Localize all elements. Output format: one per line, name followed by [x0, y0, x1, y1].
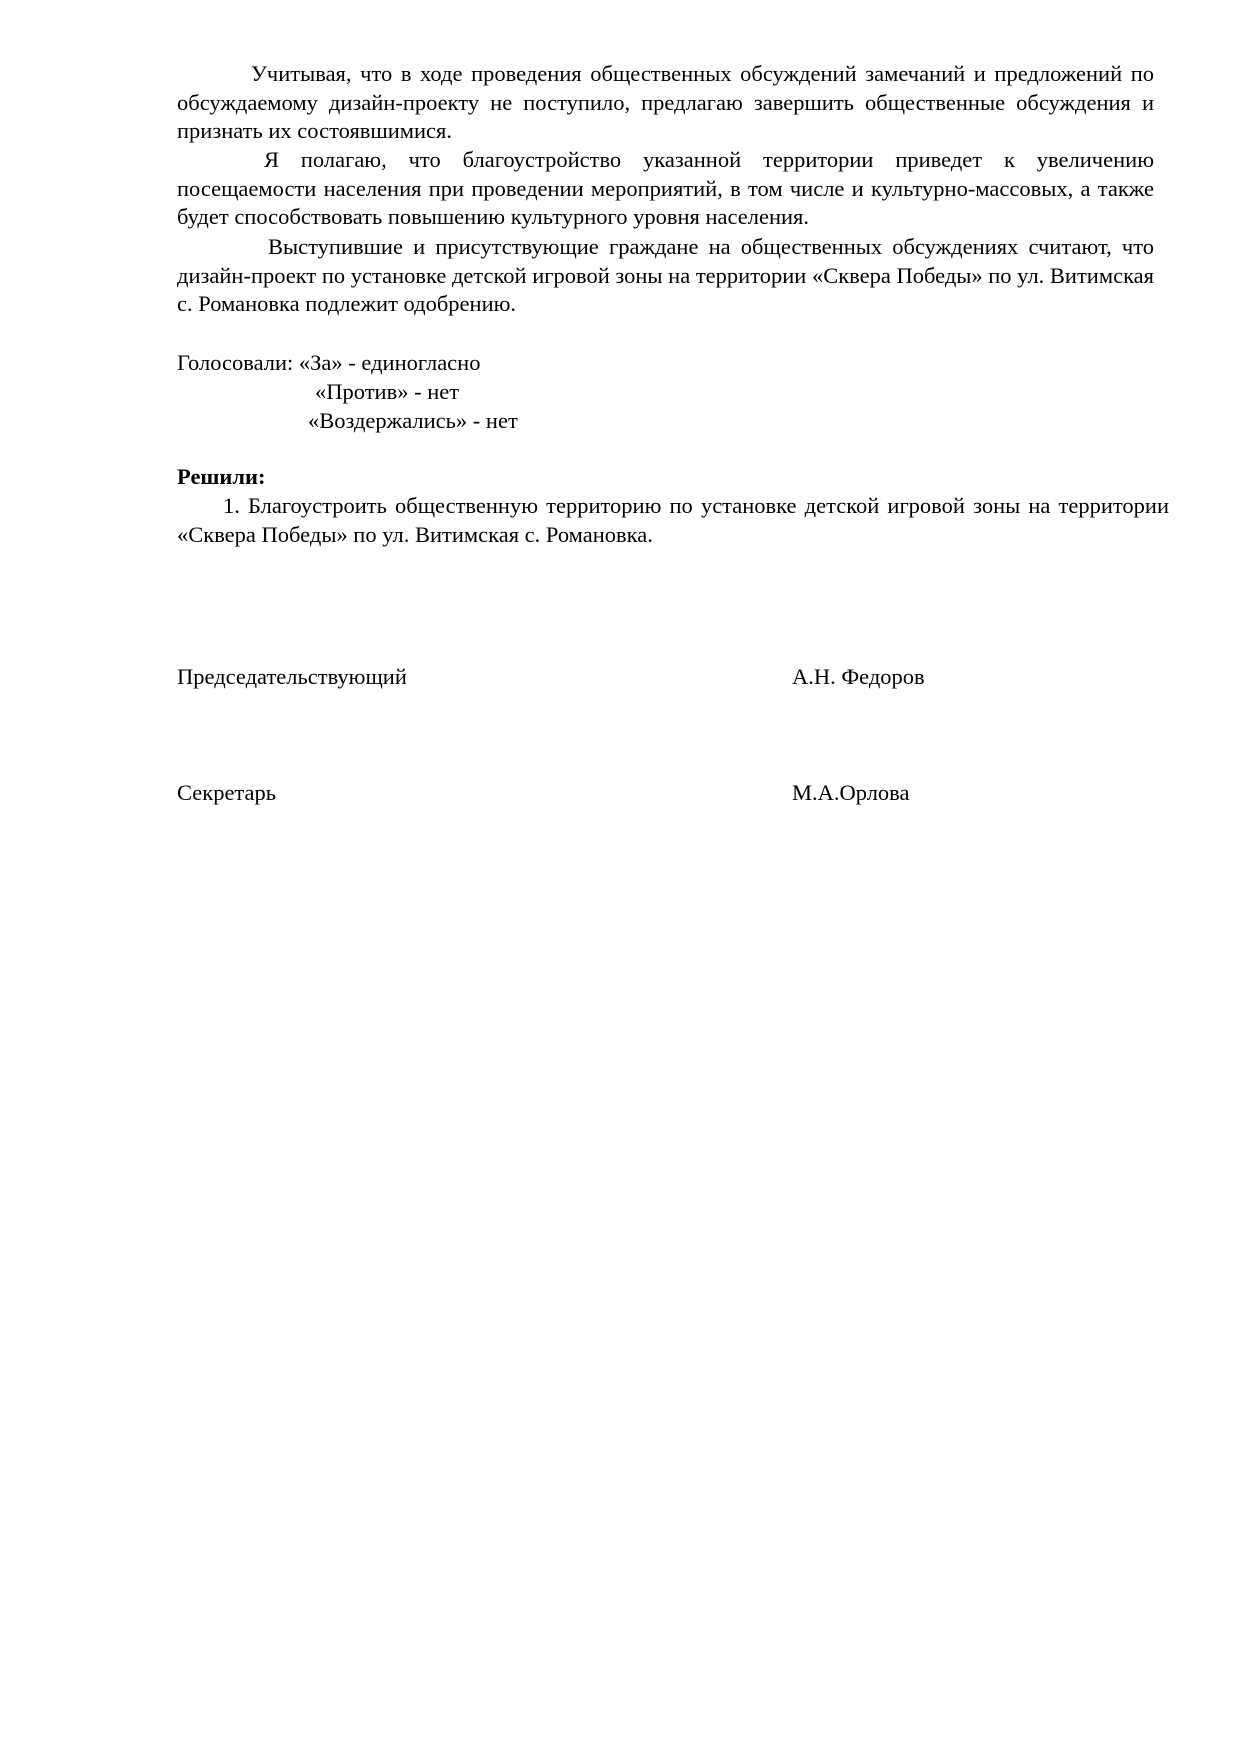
- paragraph-citizens: [177, 233, 1154, 319]
- chair-role: Председательствующий: [177, 664, 407, 689]
- secretary-role: Секретарь: [177, 780, 277, 805]
- vote-abstain: «Воздержались» - нет: [308, 408, 518, 433]
- decision-item: 1. Благоустроить общественную территорию по установке детской игровой зоны на территории «Сквера Победы» по ул. Витимская с. Романовка.: [177, 493, 1169, 547]
- paragraph-text: Выступившие и присутствующие граждане на общественных обсуждениях считают, что дизайн-проект по установке детской игровой зоны на территории «Сквера Победы» по ул. Витимская с. Романовка подлежит одобрению.: [177, 234, 1154, 316]
- voting-results: [177, 348, 518, 435]
- paragraph-opinion: [177, 146, 1154, 232]
- decision-heading: Решили:: [177, 464, 266, 489]
- vote-for: Голосовали: «За» - единогласно: [177, 350, 481, 375]
- paragraph-proposal: [177, 60, 1154, 146]
- secretary-name: М.А.Орлова: [792, 780, 910, 805]
- paragraph-text: Я полагаю, что благоустройство указанной территории приведет к увеличению посещаемости населения при проведении мероприятий, в том числе и культурно-массовых, а также будет способствовать повышению культурного уровня населения.: [177, 147, 1154, 229]
- chair-name: А.Н. Федоров: [792, 664, 925, 689]
- paragraph-text: Учитывая, что в ходе проведения общественных обсуждений замечаний и предложений по обсуждаемому дизайн-проекту не поступило, предлагаю завершить общественные обсуждения и признать их состоявшимися.: [177, 61, 1154, 143]
- decision-list: [177, 491, 1169, 549]
- vote-against: «Против» - нет: [315, 379, 460, 404]
